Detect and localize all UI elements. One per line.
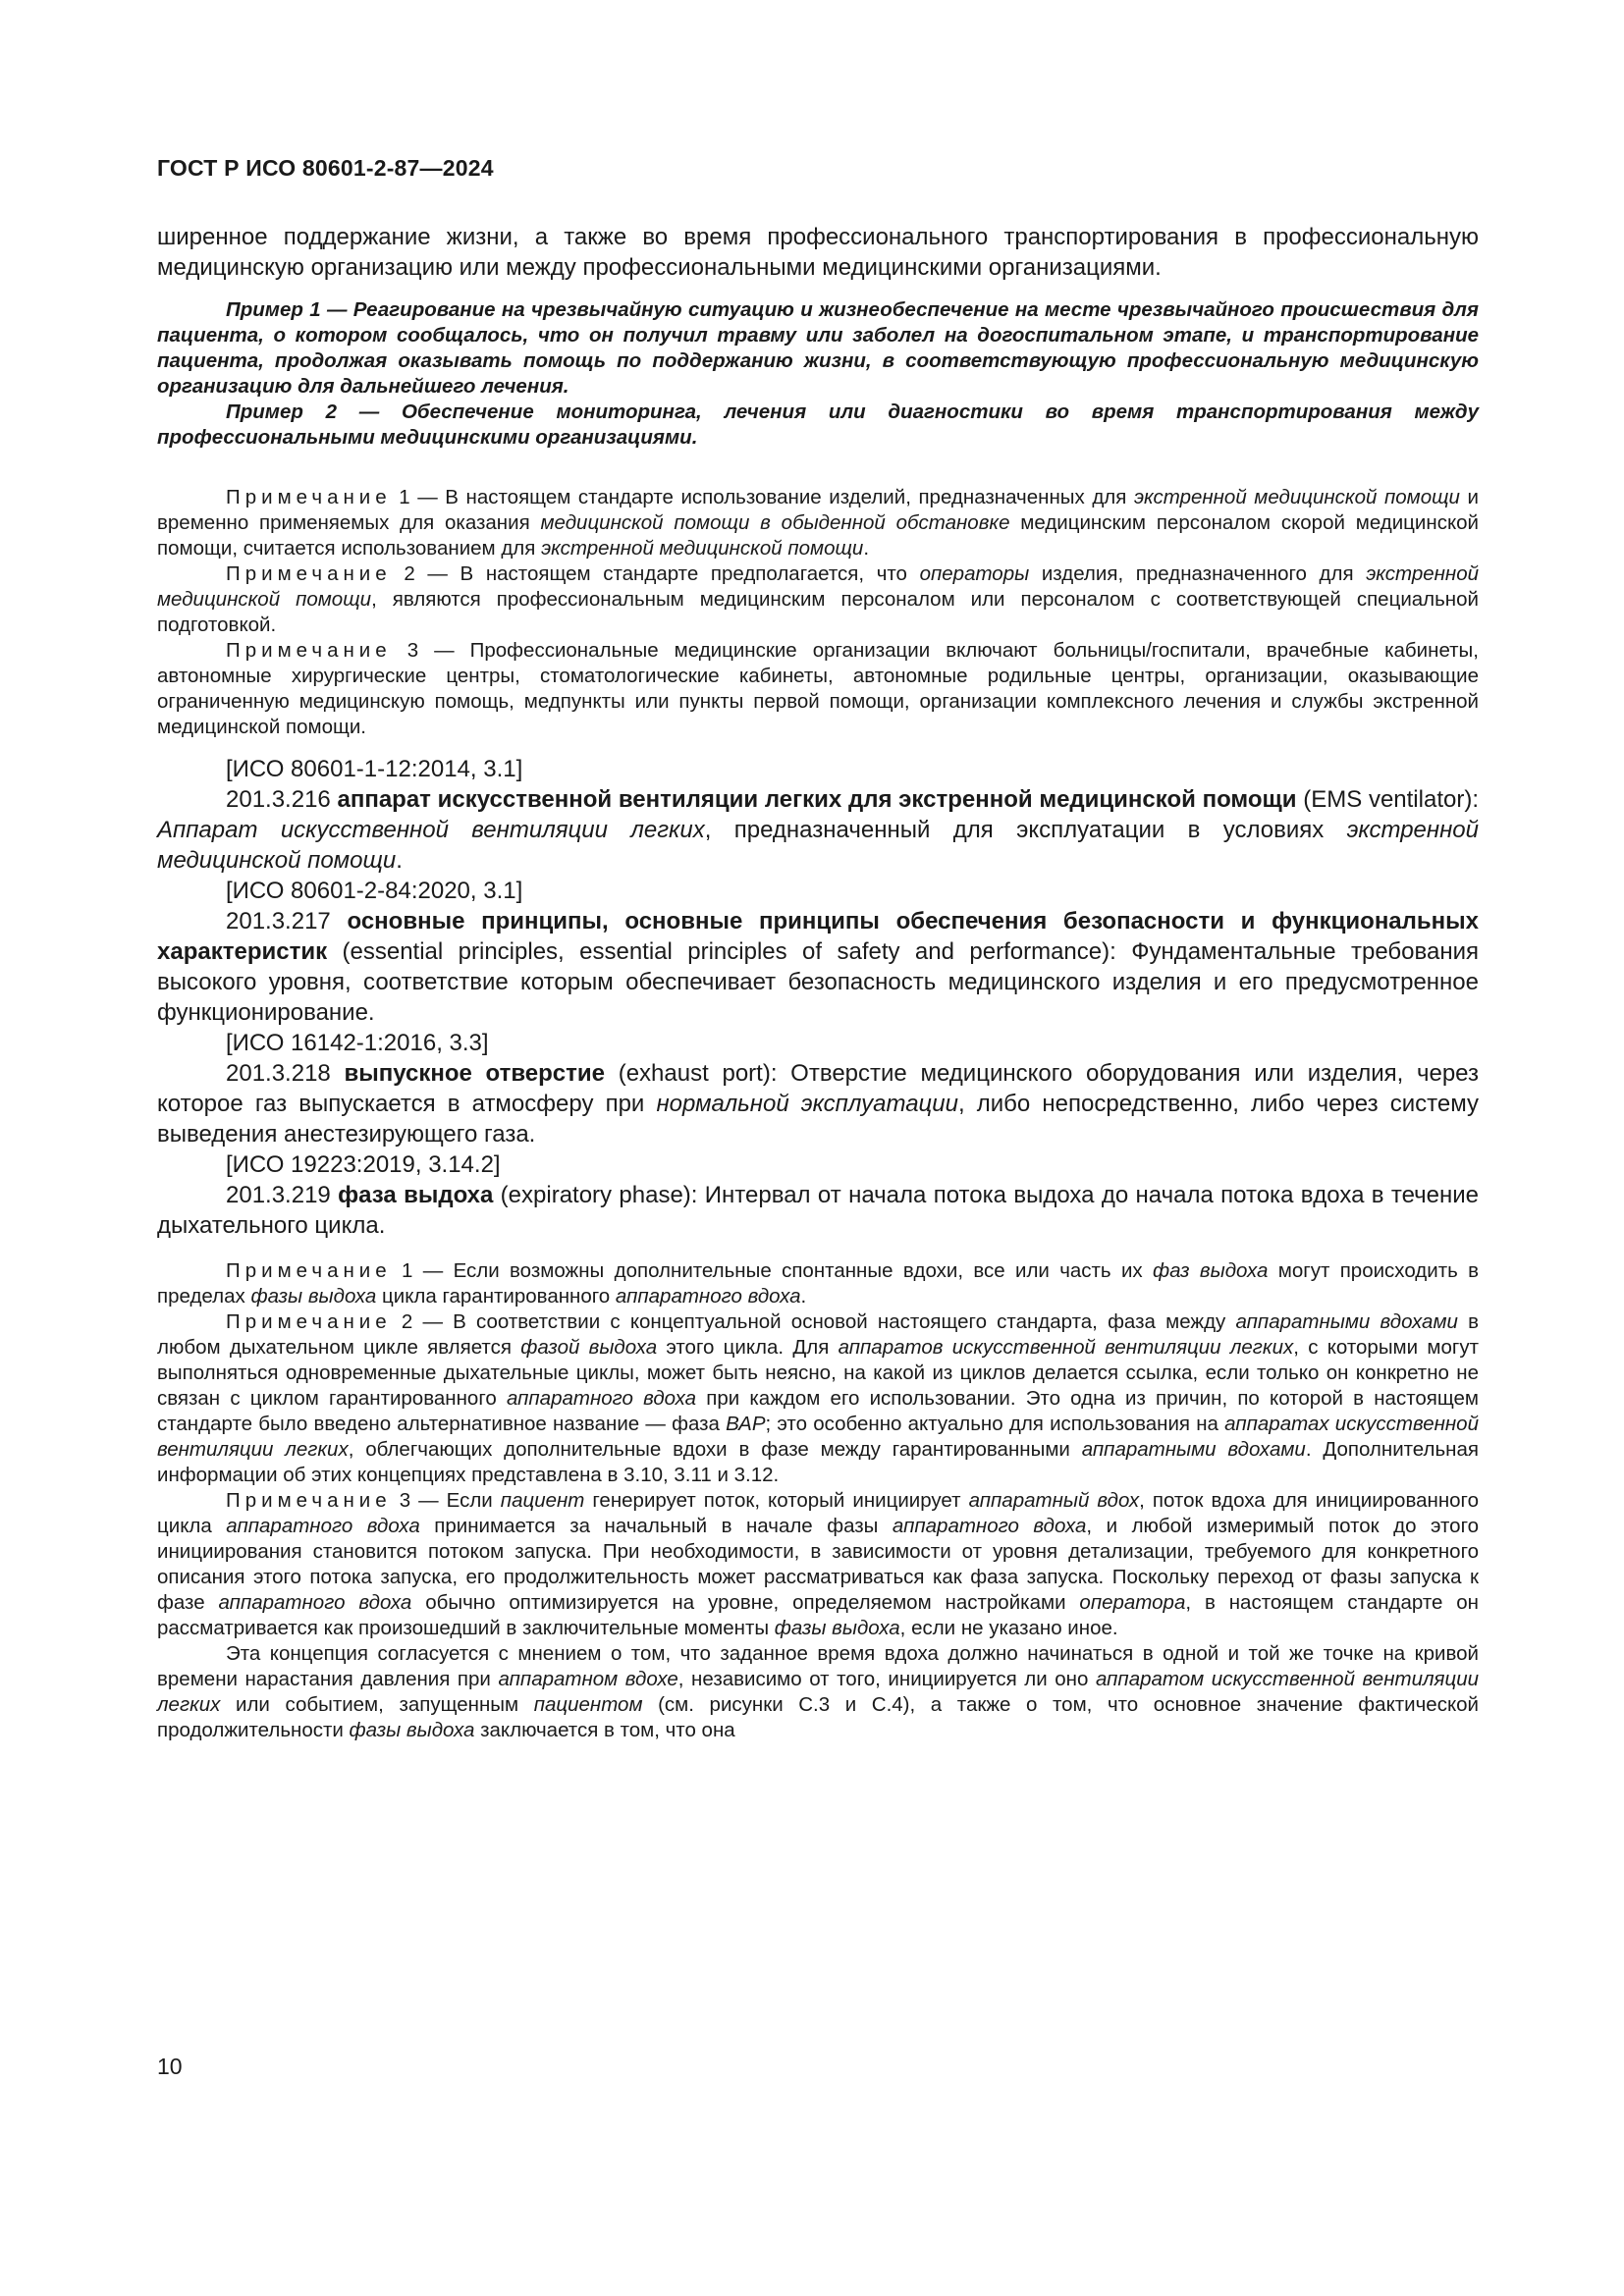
concept-paragraph: Эта концепция согласуется с мнением о том, что заданное время вдоха должно начинаться в одной и той же точке на кривой времени нарастания давления при аппаратном вдохе, независимо от того, инициируется ли оно аппаратом искусственной вентиляции легких или событием, запущенным пациентом (см. рисунки С.3 и С.4), а также о том, что основное значение фактической продолжительности фазы выдоха заключается в том, что она: [157, 1642, 1480, 1741]
document-header: ГОСТ Р ИСО 80601-2-87—2024: [157, 155, 494, 181]
page-number: 10: [157, 2054, 183, 2079]
reference-1: [ИСО 80601-1-12:2014, 3.1]: [226, 756, 523, 782]
example-2: Пример 2 — Обеспечение мониторинга, лечения или диагностики во время транспортирования между профессиональными медицинскими организациями.: [157, 400, 1479, 449]
note-b2: Примечание 2 — В соответствии с концептуальной основой настоящего стандарта, фаза между аппаратными вдохами в любом дыхательном цикле является фазой выдоха этого цикла. Для аппаратов искусственной вентиляции легких, с которыми могут выполняться одновременные дыхательные циклы, может быть неясно, на какой из циклов делается ссылка, если только он конкретно не связан с циклом гарантированного аппаратного вдоха при каждом его использовании. Это одна из причин, по которой в настоящем стандарте было введено альтернативное название — фаза ВАР; это особенно актуально для использования на аппаратах искусственной вентиляции легких, облегчающих дополнительные вдохи в фазе между гарантированными аппаратными вдохами. Дополнительная информации об этих концепциях представлена в 3.10, 3.11 и 3.12.: [157, 1310, 1480, 1486]
note-a3: Примечание 3 — Профессиональные медицинские организации включают больницы/госпитали, врачебные кабинеты, автономные хирургические центры, стоматологические кабинеты, автономные родильные центры, организации, оказывающие ограниченную медицинскую помощь, медпункты или пункты первой помощи, организации комплексного лечения и службы экстренной медицинской помощи.: [157, 639, 1479, 738]
example-1: Пример 1 — Реагирование на чрезвычайную ситуацию и жизнеобеспечение на месте чрезвычайного происшествия для пациента, о котором сообщалось, что он получил травму или заболел на догоспитальном этапе, и транспортирование пациента, продолжая оказывать помощь по поддержанию жизни, в соответствующую профессиональную медицинскую организацию для дальнейшего лечения.: [157, 298, 1479, 398]
note-b3: Примечание 3 — Если пациент генерирует поток, который инициирует аппаратный вдох, поток вдоха для инициированного цикла аппаратного вдоха принимается за начальный в начале фазы аппаратного вдоха, и любой измеримый поток до этого инициирования становится потоком запуска. При необходимости, в зависимости от уровня детализации, требуемого для конкретного описания этого потока запуска, его продолжительность может рассматриваться как фаза запуска. Поскольку переход от фазы запуска к фазе аппаратного вдоха обычно оптимизируется на уровне, определяемом настройками оператора, в настоящем стандарте он рассматривается как произошедший в заключительные моменты фазы выдоха, если не указано иное.: [157, 1489, 1480, 1639]
note-label: Примечание: [226, 1489, 392, 1512]
term-201-3-216: 201.3.216 аппарат искусственной вентиляции легких для экстренной медицинской помощи (EMS ventilator): Аппарат искусственной вентиляции легких, предназначенный для эксплуатации в условиях экстренной медицинской помощи.: [157, 786, 1479, 874]
note-label: Примечание: [226, 1259, 392, 1282]
term-201-3-217: 201.3.217 основные принципы, основные принципы обеспечения безопасности и функциональных характеристик (essential principles, essential principles of safety and performance): Фундаментальные требования высокого уровня, соответствие которым обеспечивает безопасность медицинского изделия и его предусмотренное функционирование.: [157, 908, 1479, 1026]
note-label: Примечание: [226, 1310, 392, 1333]
note-label: Примечание: [226, 562, 392, 585]
note-a2: Примечание 2 — В настоящем стандарте предполагается, что операторы изделия, предназначенного для экстренной медицинской помощи, являются профессиональным медицинским персоналом или персоналом с соответствующей специальной подготовкой.: [157, 562, 1480, 636]
note-a1: Примечание 1 — В настоящем стандарте использование изделий, предназначенных для экстренной медицинской помощи и временно применяемых для оказания медицинской помощи в обыденной обстановке медицинским персоналом скорой медицинской помощи, считается использованием для экстренной медицинской помощи.: [157, 486, 1479, 560]
term-201-3-218: 201.3.218 выпускное отверстие (exhaust port): Отверстие медицинского оборудования или изделия, через которое газ выпускается в атмосферу при нормальной эксплуатации, либо непосредственно, либо через систему выведения анестезирующего газа.: [157, 1060, 1480, 1148]
page-content: [157, 222, 1479, 1743]
reference-2: [ИСО 80601-2-84:2020, 3.1]: [226, 878, 523, 904]
reference-3: [ИСО 16142-1:2016, 3.3]: [226, 1030, 489, 1056]
note-label: Примечание: [226, 486, 392, 508]
note-label: Примечание: [226, 639, 392, 662]
reference-4: [ИСО 19223:2019, 3.14.2]: [226, 1151, 501, 1178]
note-b1: Примечание 1 — Если возможны дополнительные спонтанные вдохи, все или часть их фаз выдоха могут происходить в пределах фазы выдоха цикла гарантированного аппаратного вдоха.: [157, 1259, 1479, 1308]
intro-paragraph: ширенное поддержание жизни, а также во время профессионального транспортирования в профессиональную медицинскую организацию или между профессиональными медицинскими организациями.: [157, 224, 1479, 281]
term-201-3-219: 201.3.219 фаза выдоха (expiratory phase): Интервал от начала потока выдоха до начала потока вдоха в течение дыхательного цикла.: [157, 1182, 1480, 1239]
